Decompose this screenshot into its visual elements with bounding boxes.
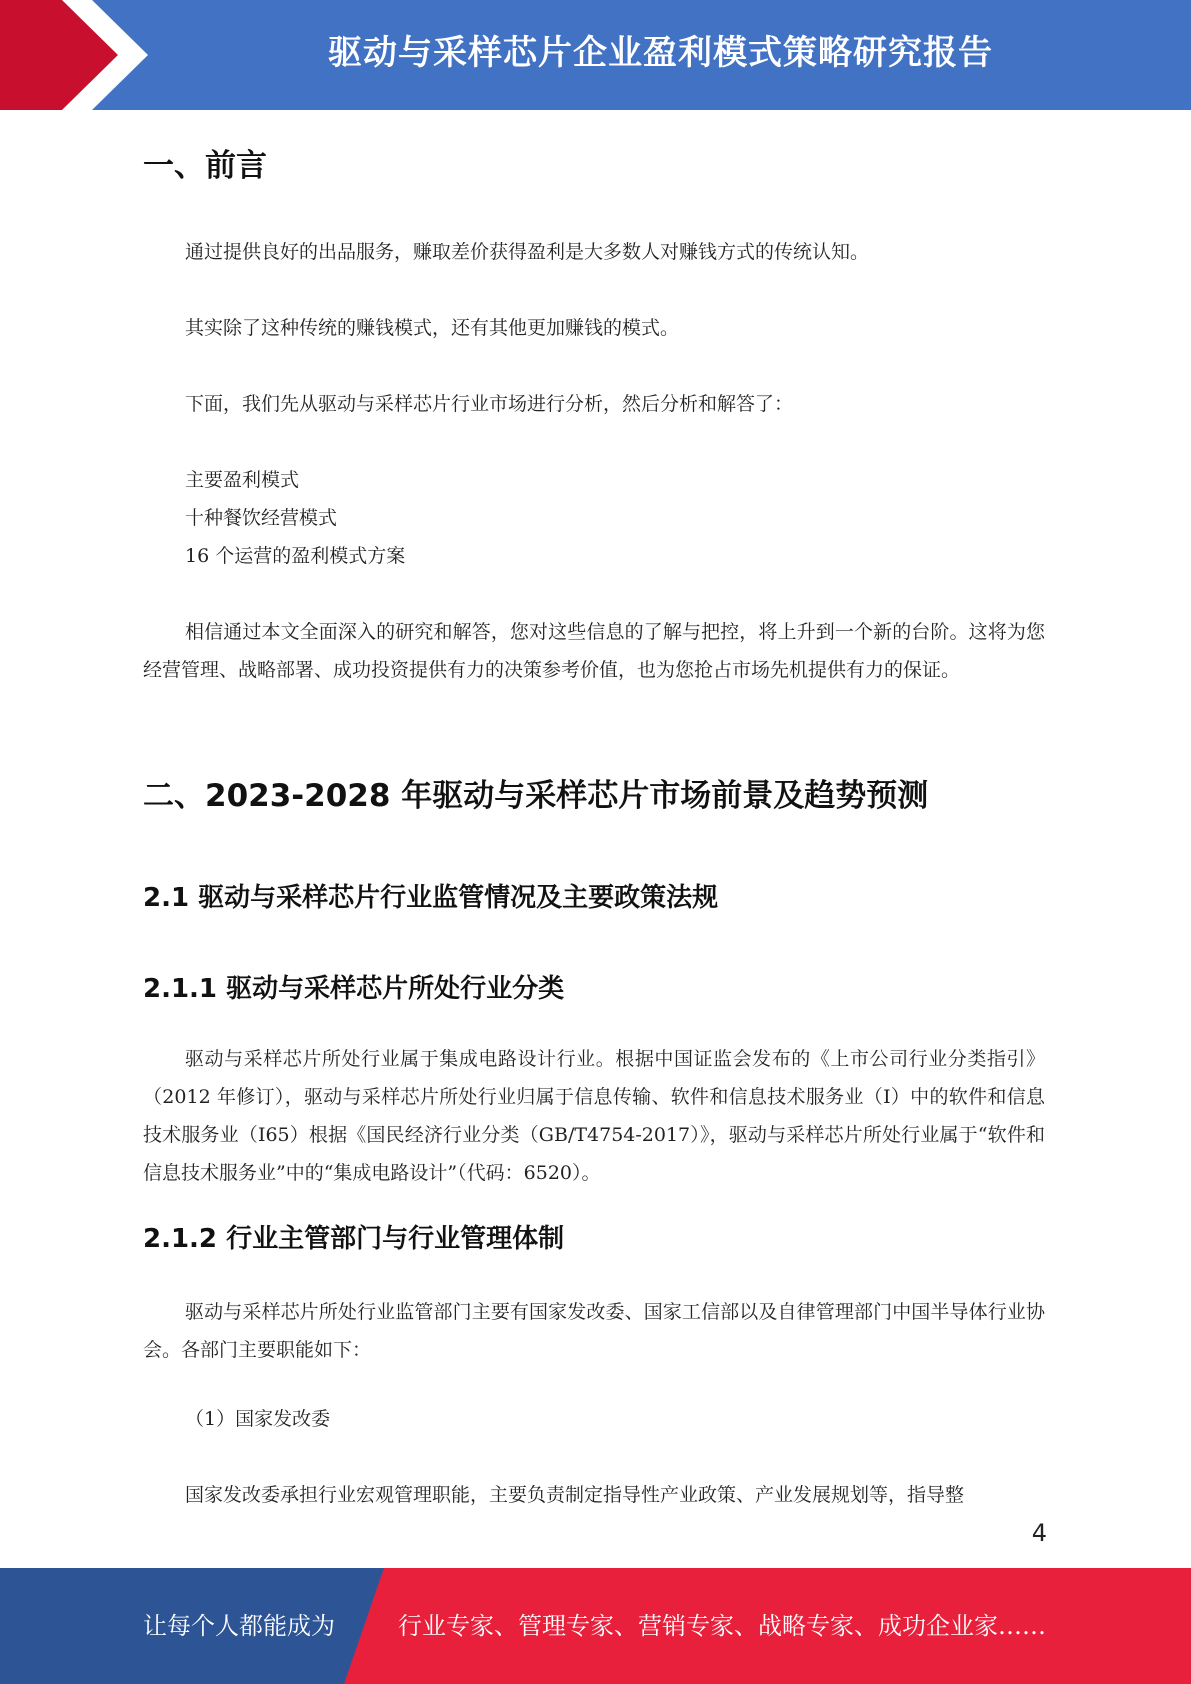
paragraph: 驱动与采样芯片所处行业监管部门主要有国家发改委、国家工信部以及自律管理部门中国半导体行业协会。各部门主要职能如下： [143,1301,1045,1361]
paragraph: 国家发改委承担行业宏观管理职能，主要负责制定指导性产业政策、产业发展规划等，指导整 [185,1484,965,1506]
page-number: 4 [1031,1519,1047,1547]
paragraph: 驱动与采样芯片所处行业属于集成电路设计行业。根据中国证监会发布的《上市公司行业分类指引》（2012 年修订），驱动与采样芯片所处行业归属于信息传输、软件和信息技术服务业（I）中的软件和信息技术服务业（I65）根据《国民经济行业分类（GB/T4754-2017）》，驱动与采样芯片所处行业属于“软件和信息技术服务业”中的“集成电路设计”（代码：6520）。 [143,1048,1045,1184]
paragraph: 下面，我们先从驱动与采样芯片行业市场进行分析，然后分析和解答了： [185,393,794,415]
paragraph: 通过提供良好的出品服务，赚取差价获得盈利是大多数人对赚钱方式的传统认知。 [185,241,870,263]
list-item: 十种餐饮经营模式 [185,507,338,529]
document-title: 驱动与采样芯片企业盈利模式策略研究报告 [328,33,993,73]
footer-slogan-right: 行业专家、管理专家、营销专家、战略专家、成功企业家…… [398,1612,1046,1640]
header-banner [0,0,1191,110]
subsection-heading: 2.1.2 行业主管部门与行业管理体制 [143,1224,565,1254]
list-item: （1）国家发改委 [185,1408,331,1430]
subsection-heading: 2.1 驱动与采样芯片行业监管情况及主要政策法规 [143,883,719,913]
footer-slogan-left: 让每个人都能成为 [143,1612,335,1640]
subsection-heading: 2.1.1 驱动与采样芯片所处行业分类 [143,974,565,1004]
paragraph: 相信通过本文全面深入的研究和解答，您对这些信息的了解与把控，将上升到一个新的台阶。这将为您经营管理、战略部署、成功投资提供有力的决策参考价值，也为您抢占市场先机提供有力的保证。 [143,621,1045,681]
header-arrow-decoration [0,0,160,110]
section-heading-preface: 一、前言 [143,148,267,184]
section-heading-forecast: 二、2023-2028 年驱动与采样芯片市场前景及趋势预测 [143,778,929,814]
list-item: 主要盈利模式 [185,469,300,491]
list-item: 16 个运营的盈利模式方案 [185,545,406,567]
paragraph: 其实除了这种传统的赚钱模式，还有其他更加赚钱的模式。 [185,317,680,339]
footer-banner [0,1568,1191,1684]
